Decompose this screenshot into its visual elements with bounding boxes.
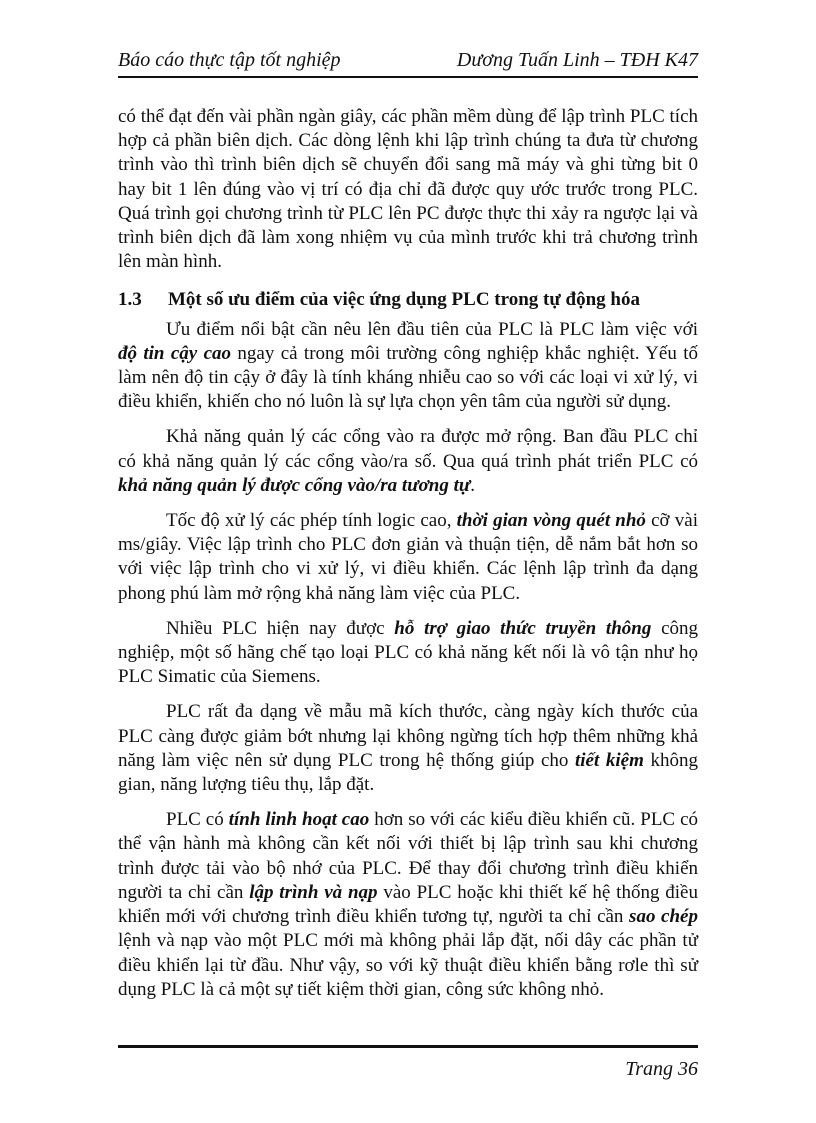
paragraph-size: PLC rất đa dạng về mẫu mã kích thước, càng ngày kích thước của PLC càng được giảm bớt nhưng lại không ngừng tích hợp thêm những khả năng làm việc nên sử dụng PLC trong hệ thống giúp cho tiết kiệm không gian, năng lượng tiêu thụ, lắp đặt. <box>118 701 699 796</box>
paragraph-reliability: Ưu điểm nổi bật cần nêu lên đầu tiên của PLC là PLC làm việc với độ tin cậy cao ngay cả trong môi trường công nghiệp khắc nghiệt. Yếu tố làm nên độ tin cậy ở đây là tính kháng nhiễu cao so với các loại vi xử lý, vi điều khiển, khiến cho nó luôn là sự lựa chọn yên tâm của người sử dụng. <box>118 318 698 413</box>
section-number: 1.3 <box>118 289 142 311</box>
footer-divider <box>118 1045 698 1048</box>
emphasis-reliability: độ tin cậy cao <box>118 342 232 364</box>
emphasis-analog-io: khả năng quản lý được cổng vào/ra tương tự <box>118 474 471 496</box>
page-body <box>118 105 698 1013</box>
paragraph-processing-speed: Tốc độ xử lý các phép tính logic cao, thời gian vòng quét nhỏ cỡ vài ms/giây. Việc lập trình cho PLC đơn giản và thuận tiện, dễ nắm bắt hơn so với việc lập trình cho vi xử lý, vi điều khiển. Các lệnh lập trình đa dạng phong phú làm mở rộng khả năng làm việc của PLC. <box>118 510 698 604</box>
emphasis-flexibility: tính linh hoạt cao <box>228 809 370 831</box>
paragraph-flexibility: PLC có tính linh hoạt cao hơn so với các kiểu điều khiển cũ. PLC có thể vận hành mà không cần kết nối với thiết bị lập trình sau khi chương trình được tải vào bộ nhớ của PLC. Để thay đổi chương trình điều khiển người ta chỉ cần lập trình và nạp vào PLC hoặc khi thiết kế hệ thống điều khiển mới với chương trình điều khiển tương tự, người ta chỉ cần sao chép lệnh và nạp vào một PLC mới mà không phải lắp đặt, nối dây các phần tử điều khiển lại từ đầu. Như vậy, so với kỹ thuật điều khiển bằng rơle thì sử dụng PLC là cả một sự tiết kiệm thời gian, công sức không nhỏ. <box>118 809 698 1000</box>
emphasis-program-load: lập trình và nạp <box>249 881 378 903</box>
paragraph-io-management: Khả năng quản lý các cổng vào ra được mở rộng. Ban đầu PLC chỉ có khả năng quản lý các cổng vào/ra số. Qua quá trình phát triển PLC có khả năng quản lý được cổng vào/ra tương tự. <box>118 426 698 496</box>
intro-paragraph: có thể đạt đến vài phần ngàn giây, các phần mềm dùng để lập trình PLC tích hợp cả phần biên dịch. Các dòng lệnh khi lập trình chúng ta đưa từ chương trình vào thì trình biên dịch sẽ chuyển đổi sang mã máy và ghi từng bit 0 hay bit 1 lên đúng vào vị trí có địa chỉ đã được quy ước trước trong PLC. Quá trình gọi chương trình từ PLC lên PC được thực thi xảy ra ngược lại và trình biên dịch đã làm xong nhiệm vụ của mình trước khi trả chương trình lên màn hình. <box>118 106 698 273</box>
section-title: Một số ưu điểm của việc ứng dụng PLC trong tự động hóa <box>168 289 640 311</box>
header-author: Dương Tuấn Linh – TĐH K47 <box>456 49 698 71</box>
header-report-title: Báo cáo thực tập tốt nghiệp <box>118 49 341 71</box>
emphasis-copy: sao chép <box>629 906 698 928</box>
emphasis-saving: tiết kiệm <box>575 749 644 771</box>
page-header <box>118 48 698 72</box>
page-number: Trang 36 <box>625 1058 698 1080</box>
paragraph-communication: Nhiều PLC hiện nay được hỗ trợ giao thức truyền thông công nghiệp, một số hãng chế tạo loại PLC có khả năng kết nối là vô tận như họ PLC Simatic của Siemens. <box>118 617 699 688</box>
section-heading <box>118 288 698 312</box>
emphasis-scan-time: thời gian vòng quét nhỏ <box>456 510 646 532</box>
emphasis-communication: hỗ trợ giao thức truyền thông <box>394 617 652 639</box>
header-divider <box>118 76 698 78</box>
